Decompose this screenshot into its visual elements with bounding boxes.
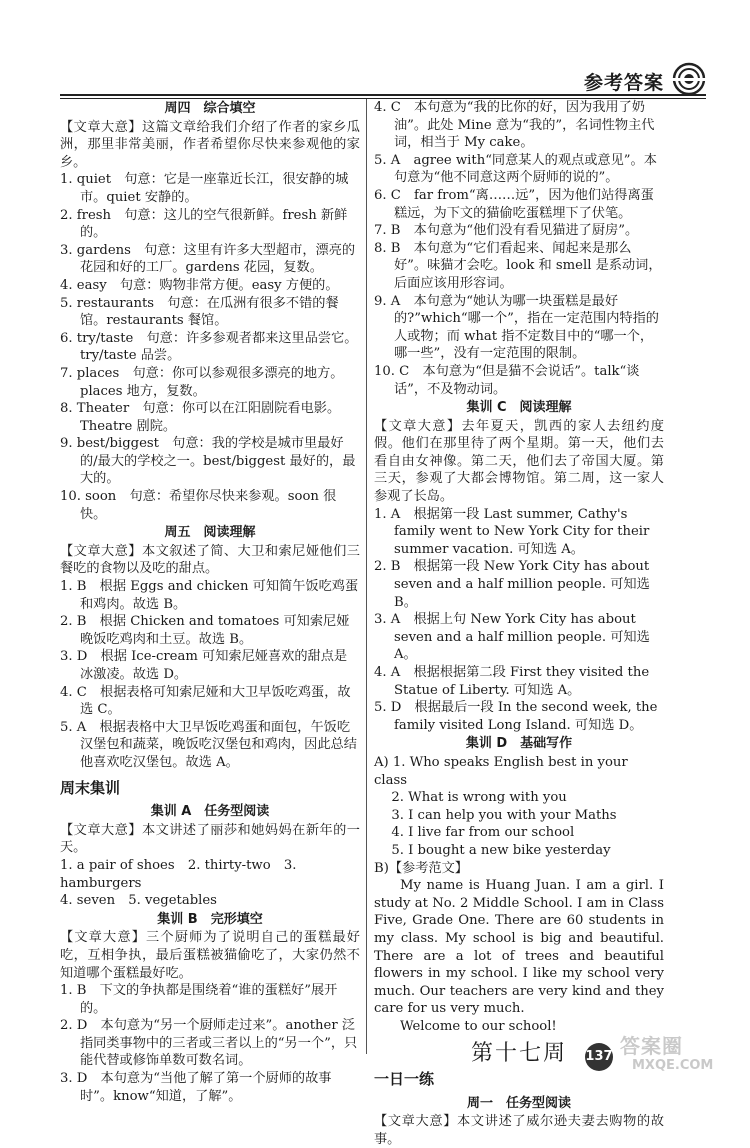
- page-number: 137: [585, 1043, 613, 1071]
- answer-item: 3. A 根据上句 New York City has about seven and a half million people. 可知选 A。: [374, 612, 650, 663]
- answer-item: 1. A 根据第一段 Last summer, Cathy's family went to New York City for their summer vacation. 可知选 A。: [374, 506, 650, 557]
- group-heading: 周末集训: [60, 778, 121, 797]
- answer-item: 6. C far from“离……远”，因为他们站得离蛋糕远，为下文的猫偷吃蛋糕埋下了伏笔。: [374, 187, 654, 221]
- answer-item: 5. A 根据表格中大卫早饭吃鸡蛋和面包，午饭吃汉堡包和蔬菜，晚饭吃汉堡包和鸡肉，因此总结他喜欢吃汉堡包。故选 A。: [60, 719, 357, 770]
- answer-item: 2. B 根据 Chicken and tomatoes 可知索尼娅晚饭吃鸡肉和土豆。故选 B。: [60, 614, 350, 647]
- answer-item: 2. D 本句意为“另一个厨师走过来”。another 泛指同类事物中的三者或三者以上的“另一个”，只能代替或修饰单数可数名词。: [60, 1018, 358, 1069]
- answer-item: 9. A 本句意为“她认为哪一块蛋糕是最好的?”which“哪一个”，指在一定范围内特指的人或物；而 what 指不定数目中的“哪一个，哪一些”，没有一定范围的限制。: [374, 293, 659, 362]
- section-heading: 集训 B 完形填空: [157, 911, 263, 927]
- summary-paragraph: 【文章大意】去年夏天，凯西的家人去纽约度假。他们在那里待了两个星期。第一天，他们去看自由女神像。第二天，他们去了帝国大厦。第三天，参观了大都会博物馆。第二周，这一家人参观了长岛。: [374, 418, 664, 505]
- answer-item: 7. places 句意：你可以参观很多漂亮的地方。places 地方，复数。: [60, 365, 344, 399]
- answer-item: 10. soon 句意：希望你尽快来参观。soon 很快。: [60, 489, 337, 522]
- header-title: 参考答案: [583, 72, 664, 94]
- week-title: 第十七周: [470, 1041, 567, 1067]
- right-column: [374, 99, 664, 1148]
- answer-item: 9. best/biggest 句意：我的学校是城市里最好的/最大的学校之一。best/biggest 最好的，最大的。: [60, 436, 356, 487]
- summary-paragraph: 【文章大意】这篇文章给我们介绍了作者的家乡瓜洲，那里非常美丽，作者希望你尽快来参观他的家乡。: [60, 119, 360, 170]
- answer-item: 4. A 根据根据第二段 First they visited the Statue of Liberty. 可知选 A。: [374, 665, 650, 698]
- essay-paragraph: Welcome to our school!: [400, 1018, 557, 1034]
- section-heading: 周四 综合填空: [164, 101, 256, 116]
- section-heading: 周一 任务型阅读: [466, 1095, 571, 1111]
- page-header: [0, 0, 750, 104]
- section-heading: 集训 A 任务型阅读: [150, 804, 270, 820]
- answer-item: 1. B 根据 Eggs and chicken 可知简午饭吃鸡蛋和鸡肉。故选 B。: [60, 579, 359, 612]
- answer-item: 4. easy 句意：购物非常方便。easy 方便的。: [60, 277, 339, 293]
- answer-line: B)【参考范文】: [374, 860, 468, 876]
- summary-paragraph: 【文章大意】本文讲述了丽莎和她妈妈在新年的一天。: [60, 822, 360, 856]
- summary-paragraph: 【文章大意】本文讲述了威尔逊夫妻去购物的故事。: [374, 1114, 664, 1147]
- answer-line: 4. I live far from our school: [374, 825, 575, 841]
- answer-item: 4. C 本句意为“我的比你的好，因为我用了奶油”。此处 Mine 意为“我的”，名词性物主代词，相当于 My cake。: [374, 100, 655, 151]
- answer-item: 7. B 本句意为“他们没有看见猫进了厨房”。: [374, 223, 639, 239]
- answer-item: 5. D 根据最后一段 In the second week, the family visited Long Island. 可知选 D。: [374, 700, 658, 733]
- answer-line: 2. What is wrong with you: [374, 790, 567, 806]
- answer-item: 6. try/taste 句意：许多参观者都来这里品尝它。try/taste 品尝。: [60, 330, 358, 364]
- section-heading: 集训 D 基础写作: [465, 736, 573, 752]
- section-heading: 集训 C 阅读理解: [466, 400, 572, 416]
- summary-paragraph: 【文章大意】本文叙述了简、大卫和索尼娅他们三餐吃的食物以及吃的甜点。: [60, 543, 360, 577]
- column-divider: [366, 99, 367, 1054]
- answer-item: 5. restaurants 句意：在瓜洲有很多不错的餐馆。restaurants 餐馆。: [60, 295, 339, 329]
- answer-line: 5. I bought a new bike yesterday: [374, 842, 611, 858]
- watermark-url: MXQE.COM: [632, 1058, 714, 1073]
- answer-item: 3. D 本句意为“当他了解了第一个厨师的故事时”。know“知道，了解”。: [60, 1071, 332, 1104]
- header-rule: [60, 94, 706, 96]
- answer-item: 5. A agree with“同意某人的观点或意见”。本句意为“他不同意这两个厨师的说的”。: [374, 152, 657, 186]
- answer-item: 3. gardens 句意：这里有许多大型超市，漂亮的花园和好的工厂。gardens 花园，复数。: [60, 242, 356, 276]
- essay-paragraph: My name is Huang Juan. I am a girl. I study at No. 2 Middle School. I am in Class Five, Grade One. There are 60 students in my class. My school is big and beautiful. There are a lot of trees and beautiful flowers in my school. I like my school very much. Our teachers are very kind and they care for us very much.: [374, 878, 664, 1017]
- answer-line: 3. I can help you with your Maths: [374, 807, 617, 823]
- section-heading: 周五 阅读理解: [164, 525, 256, 541]
- answer-item: 4. C 根据表格可知索尼娅和大卫早饭吃鸡蛋，故选 C。: [60, 684, 351, 718]
- answer-item: 1. quiet 句意：它是一座靠近长江，很安静的城市。quiet 安静的。: [60, 172, 349, 205]
- left-column: [60, 99, 360, 1105]
- watermark-logo: 答案圈: [620, 1034, 683, 1058]
- answer-line: 4. seven 5. vegetables: [60, 893, 217, 909]
- answer-item: 2. B 根据第一段 New York City has about seven and a half million people. 可知选 B。: [374, 559, 650, 610]
- answer-line: A) 1. Who speaks English best in your class: [374, 754, 628, 788]
- answer-item: 1. B 下文的争执都是围绕着“谁的蛋糕好”展开的。: [60, 983, 338, 1016]
- group-heading: 一日一练: [374, 1070, 435, 1089]
- answer-item: 10. C 本句意为“但是猫不会说话”。talk“谈话”，不及物动词。: [374, 363, 640, 397]
- answer-item: 8. B 本句意为“它们看起来、闻起来是那么好”。味猫才会吃。look 和 smell 是系动词，后面应该用形容词。: [374, 240, 662, 291]
- answer-line: 1. a pair of shoes 2. thirty-two 3. hamburgers: [60, 857, 297, 891]
- summary-paragraph: 【文章大意】三个厨师为了说明自己的蛋糕最好吃，互相争执，最后蛋糕被猫偷吃了，大家仍然不知道哪个蛋糕最好吃。: [60, 930, 360, 981]
- answer-item: 2. fresh 句意：这儿的空气很新鲜。fresh 新鲜的。: [60, 207, 348, 241]
- answer-item: 8. Theater 句意：你可以在江阳剧院看电影。Theatre 剧院。: [60, 401, 341, 434]
- answer-item: 3. D 根据 Ice-cream 可知索尼娅喜欢的甜点是冰激凌。故选 D。: [60, 649, 348, 682]
